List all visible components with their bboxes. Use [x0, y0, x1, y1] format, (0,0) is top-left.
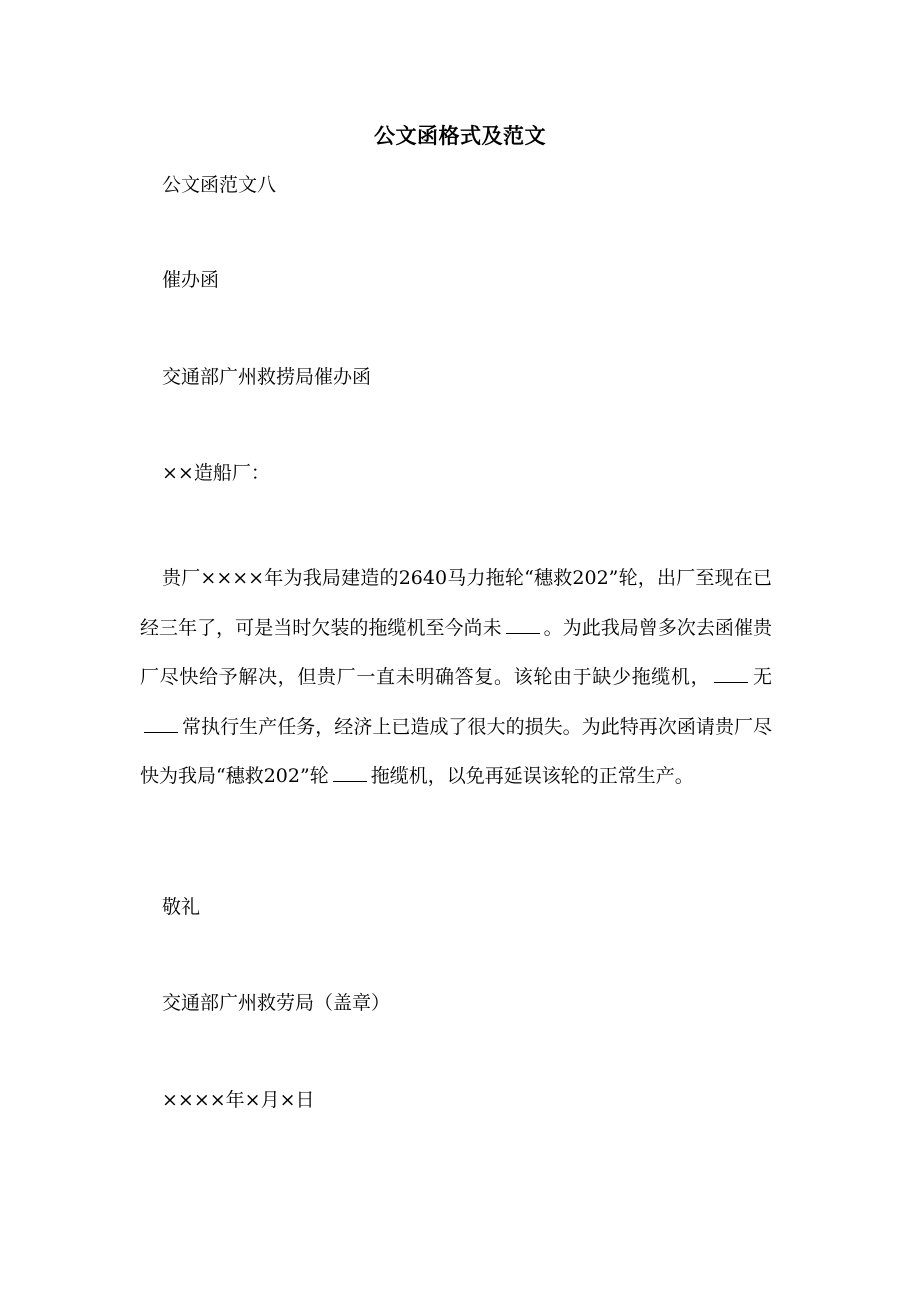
blank-underline — [714, 668, 748, 683]
blank-underline — [506, 619, 540, 634]
document-subtitle: 公文函范文八 — [162, 174, 277, 196]
blank-underline — [144, 718, 178, 733]
letter-date: ××××年×月×日 — [162, 1089, 315, 1111]
letter-type: 催办函 — [162, 269, 220, 291]
body-text-4: 常执行生产任务，经济上已造成了很大的损失。为此特再次函请贵厂尽快为我局“穗救202”轮 — [140, 715, 772, 787]
document-title: 公文函格式及范文 — [374, 123, 546, 148]
blank-underline — [333, 767, 367, 782]
letter-recipient: ××造船厂： — [162, 462, 270, 484]
letter-body — [140, 554, 772, 802]
body-text-1: 贵厂××××年为我局建造的2640马力拖轮“穗救202”轮，出厂至现在已经三年了，可是当时欠装的拖缆机至今尚未 — [140, 567, 772, 639]
letter-signature: 交通部广州救劳局（盖章） — [162, 992, 391, 1014]
body-text-3: 无 — [752, 666, 772, 688]
body-text-2: 。为此我局曾多次去函催贵厂尽快给予解决，但贵厂一直未明确答复。该轮由于缺少拖缆机， — [140, 616, 772, 688]
body-text-5: 拖缆机，以免再延误该轮的正常生产。 — [370, 765, 694, 787]
letter-header: 交通部广州救捞局催办函 — [162, 366, 372, 388]
letter-closing: 敬礼 — [162, 896, 201, 918]
